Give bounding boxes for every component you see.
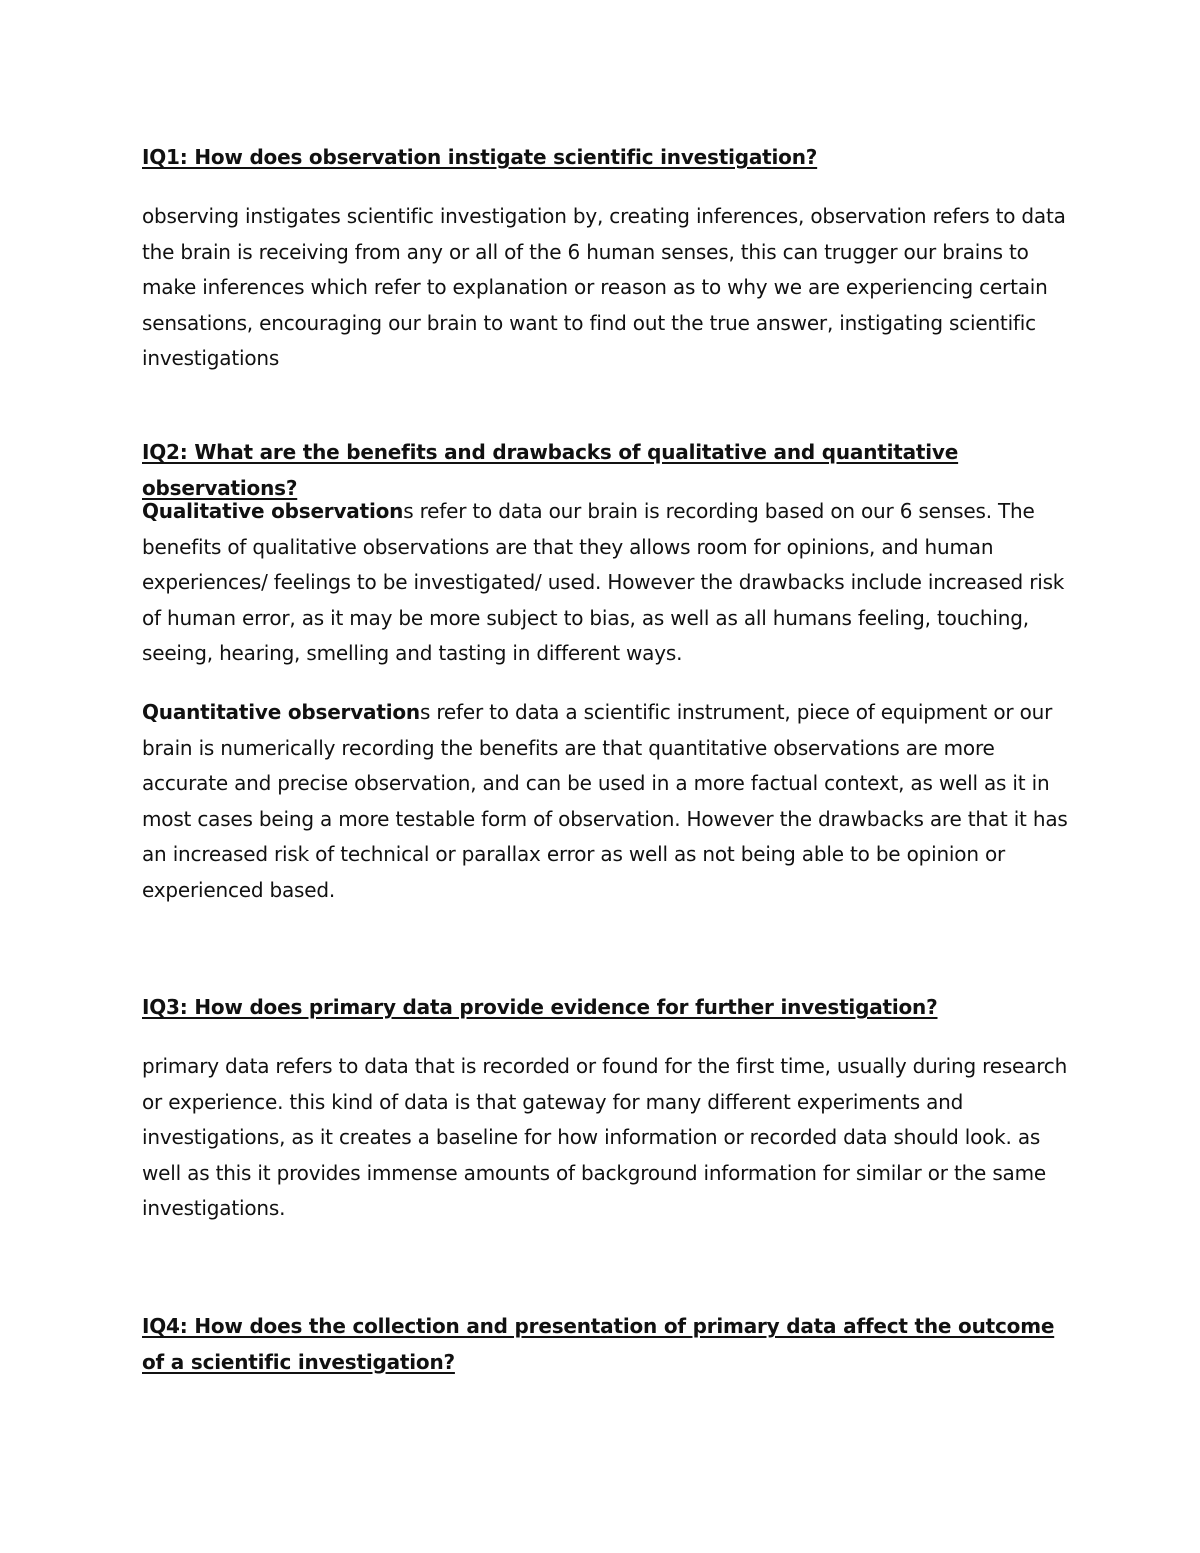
iq4-heading: IQ4: How does the collection and presentation of primary data affect the outcome of a scientific investigation?	[142, 1314, 1055, 1374]
iq1-heading: IQ1: How does observation instigate scientific investigation?	[142, 145, 818, 169]
iq3-heading: IQ3: How does primary data provide evidence for further investigation?	[142, 995, 938, 1019]
qualitative-lead: Qualitative observation	[142, 499, 404, 523]
iq2-heading: IQ2: What are the benefits and drawbacks of qualitative and quantitative observations?	[142, 440, 959, 500]
qualitative-body: s refer to data our brain is recording based on our 6 senses. The benefits of qualitative observations are that they allows room for opinions, and human experiences/ feelings to be investigated/ used. However the drawbacks include increased risk of human error, as it may be more subject to bias, as well as all humans feeling, touching, seeing, hearing, smelling and tasting in different ways.	[142, 499, 1065, 665]
iq1-body: observing instigates scientific investigation by, creating inferences, observation refers to data the brain is receiving from any or all of the 6 human senses, this can trugger our brains to make inferences which refer to explanation or reason as to why we are experiencing certain sensations, encouraging our brain to want to find out the true answer, instigating scientific investigations	[142, 204, 1066, 370]
iq2-qualitative-paragraph	[142, 494, 1072, 672]
quantitative-lead: Quantitative observation	[142, 700, 420, 724]
iq3-body: primary data refers to data that is recorded or found for the first time, usually during research or experience. this kind of data is that gateway for many different experiments and investigations, as it creates a baseline for how information or recorded data should look. as well as this it provides immense amounts of background information for similar or the same investigations.	[142, 1054, 1068, 1220]
quantitative-body: s refer to data a scientific instrument, piece of equipment or our brain is numerically recording the benefits are that quantitative observations are more accurate and precise observation, and can be used in a more factual context, as well as it in most cases being a more testable form of observation. However the drawbacks are that it has an increased risk of technical or parallax error as well as not being able to be opinion or experienced based.	[142, 700, 1068, 902]
iq2-quantitative-paragraph	[142, 695, 1072, 908]
